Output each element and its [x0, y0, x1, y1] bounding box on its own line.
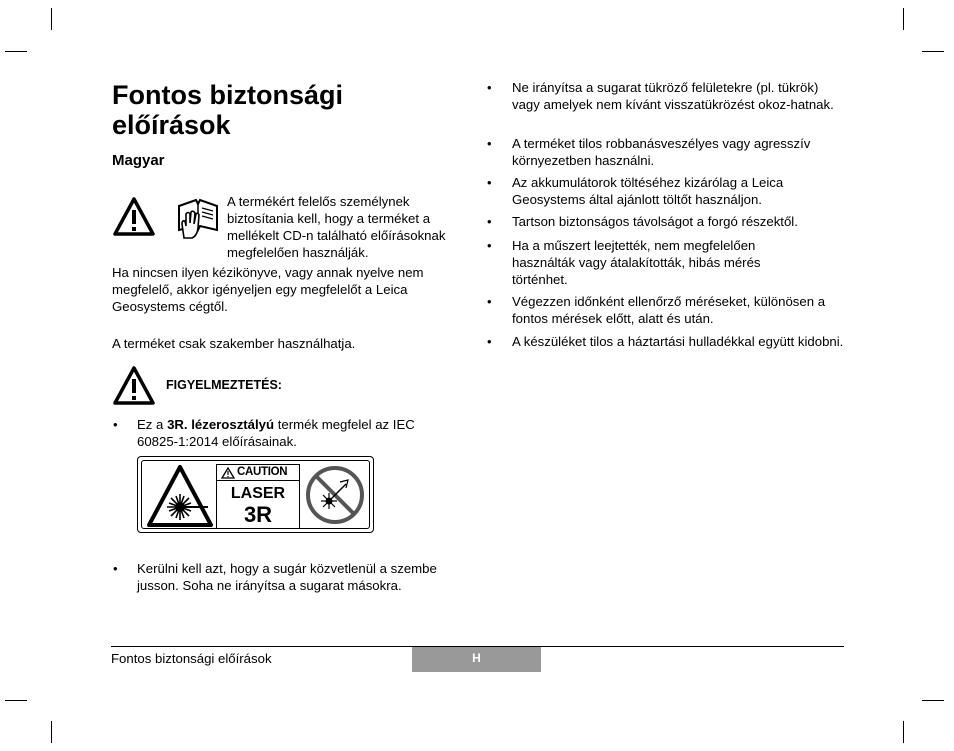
- caution-panel: [216, 464, 300, 529]
- crop-mark: [903, 8, 904, 30]
- laser-text: LASER: [230, 485, 286, 502]
- list-item: A készüléket tilos a háztartási hulladékkal együtt kidobni.: [512, 334, 844, 349]
- language-tab: H: [412, 647, 541, 672]
- crop-mark: [922, 700, 944, 701]
- laser-label-inner: [141, 460, 370, 529]
- intro-paragraph: A termékért felelős személynek biztosítania kell, hogy a terméket a mellékelt CD-n található előírásoknak megfelelően használják.: [227, 194, 446, 260]
- warning-heading: FIGYELMEZTETÉS:: [166, 378, 282, 392]
- bullet-marker: •: [487, 238, 492, 253]
- warning-triangle-icon: [112, 365, 156, 407]
- bullet-marker: •: [487, 175, 492, 190]
- no-stare-beam-icon: [304, 464, 366, 526]
- crop-mark: [51, 721, 52, 743]
- bullet-marker: •: [487, 334, 492, 349]
- crop-mark: [5, 51, 27, 52]
- bullet-marker: •: [487, 80, 492, 95]
- caution-triangle-icon: [221, 467, 235, 479]
- bullet-marker: •: [487, 136, 492, 151]
- laser-class-badge: 3R: [243, 502, 273, 527]
- bullet-text-pre: Ez a: [137, 417, 168, 432]
- page-title: Fontos biztonsági előírások: [112, 80, 343, 140]
- crop-mark: [51, 8, 52, 30]
- intro-paragraph: A terméket csak szakember használhatja.: [112, 336, 356, 351]
- read-manual-icon: [176, 196, 220, 240]
- warning-bullet: Kerülni kell azt, hogy a sugár közvetlenül a szembe jusson. Soha ne irányítsa a sugarat másokra.: [137, 561, 437, 593]
- bullet-marker: •: [113, 561, 118, 576]
- laser-warning-label: [137, 456, 374, 533]
- list-item: Tartson biztonságos távolságot a forgó részektől.: [512, 214, 798, 229]
- bullet-text-post: termék megfelel az IEC 60825-1:2014 előírásainak.: [137, 417, 415, 449]
- list-item: Végezzen időnként ellenőrző méréseket, különösen a fontos mérések előtt, alatt és után.: [512, 294, 826, 326]
- laser-hazard-icon: [146, 464, 214, 528]
- caution-banner: CAUTION: [217, 465, 299, 481]
- crop-mark: [903, 721, 904, 743]
- intro-paragraph: Ha nincsen ilyen kézikönyve, vagy annak nyelve nem megfelelő, akkor igényeljen egy megfelelőt a Leica Geosystems cégtől.: [112, 265, 424, 314]
- language-heading: Magyar: [112, 152, 165, 169]
- warning-bullet: [137, 416, 437, 450]
- list-item: A terméket tilos robbanásveszélyes vagy agresszív környezetben használni.: [512, 136, 811, 168]
- list-item: Ne irányítsa a sugarat tükröző felületekre (pl. tükrök) vagy amelyek nem kívánt visszatükrözést okoz-hatnak.: [512, 80, 834, 112]
- crop-mark: [922, 51, 944, 52]
- laser-class-text: 3R. lézerosztályú: [167, 417, 275, 432]
- list-item: Ha a műszert leejtették, nem megfelelően használták vagy átalakították, hibás mérés történhet.: [512, 238, 761, 287]
- footer-title: Fontos biztonsági előírások: [111, 651, 272, 666]
- list-item: Az akkumulátorok töltéséhez kizárólag a Leica Geosystems által ajánlott töltőt használjon.: [512, 175, 784, 207]
- bullet-marker: •: [487, 214, 492, 229]
- bullet-marker: •: [487, 294, 492, 309]
- bullet-marker: •: [113, 417, 118, 432]
- crop-mark: [5, 700, 27, 701]
- warning-triangle-icon: [112, 196, 156, 238]
